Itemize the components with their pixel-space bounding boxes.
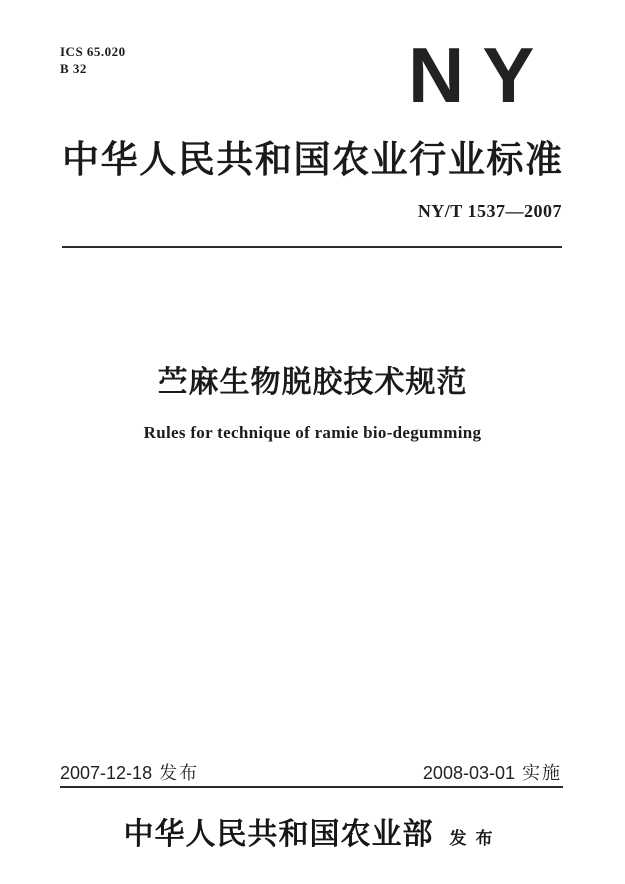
publisher-name: 中华人民共和国农业部 xyxy=(123,818,434,851)
header-divider-line xyxy=(62,246,562,248)
publisher-suffix-label: 发布 xyxy=(449,829,502,848)
implement-date-group xyxy=(423,759,562,785)
dates-row xyxy=(60,759,562,785)
issue-date-label: 发布 xyxy=(159,763,200,783)
document-title-english: Rules for technique of ramie bio-degumming xyxy=(143,423,482,442)
implement-date: 2008-03-01 xyxy=(422,763,515,783)
issue-date: 2007-12-18 xyxy=(60,763,153,783)
implement-date-label: 实施 xyxy=(522,763,562,783)
document-title-chinese: 苎麻生物脱胶技术规范 xyxy=(157,366,468,399)
ics-code: ICS 65.020 xyxy=(60,44,126,59)
issue-date-group xyxy=(60,759,199,785)
standard-type-heading: 中华人民共和国农业行业标准 xyxy=(62,139,562,180)
ny-logo: NY xyxy=(408,31,553,119)
ics-classification-block xyxy=(60,44,126,78)
footer-divider-line xyxy=(60,786,563,788)
publisher-line xyxy=(0,809,625,853)
standard-number: NY/T 1537—2007 xyxy=(417,201,562,221)
classification-code: B 32 xyxy=(60,60,87,76)
